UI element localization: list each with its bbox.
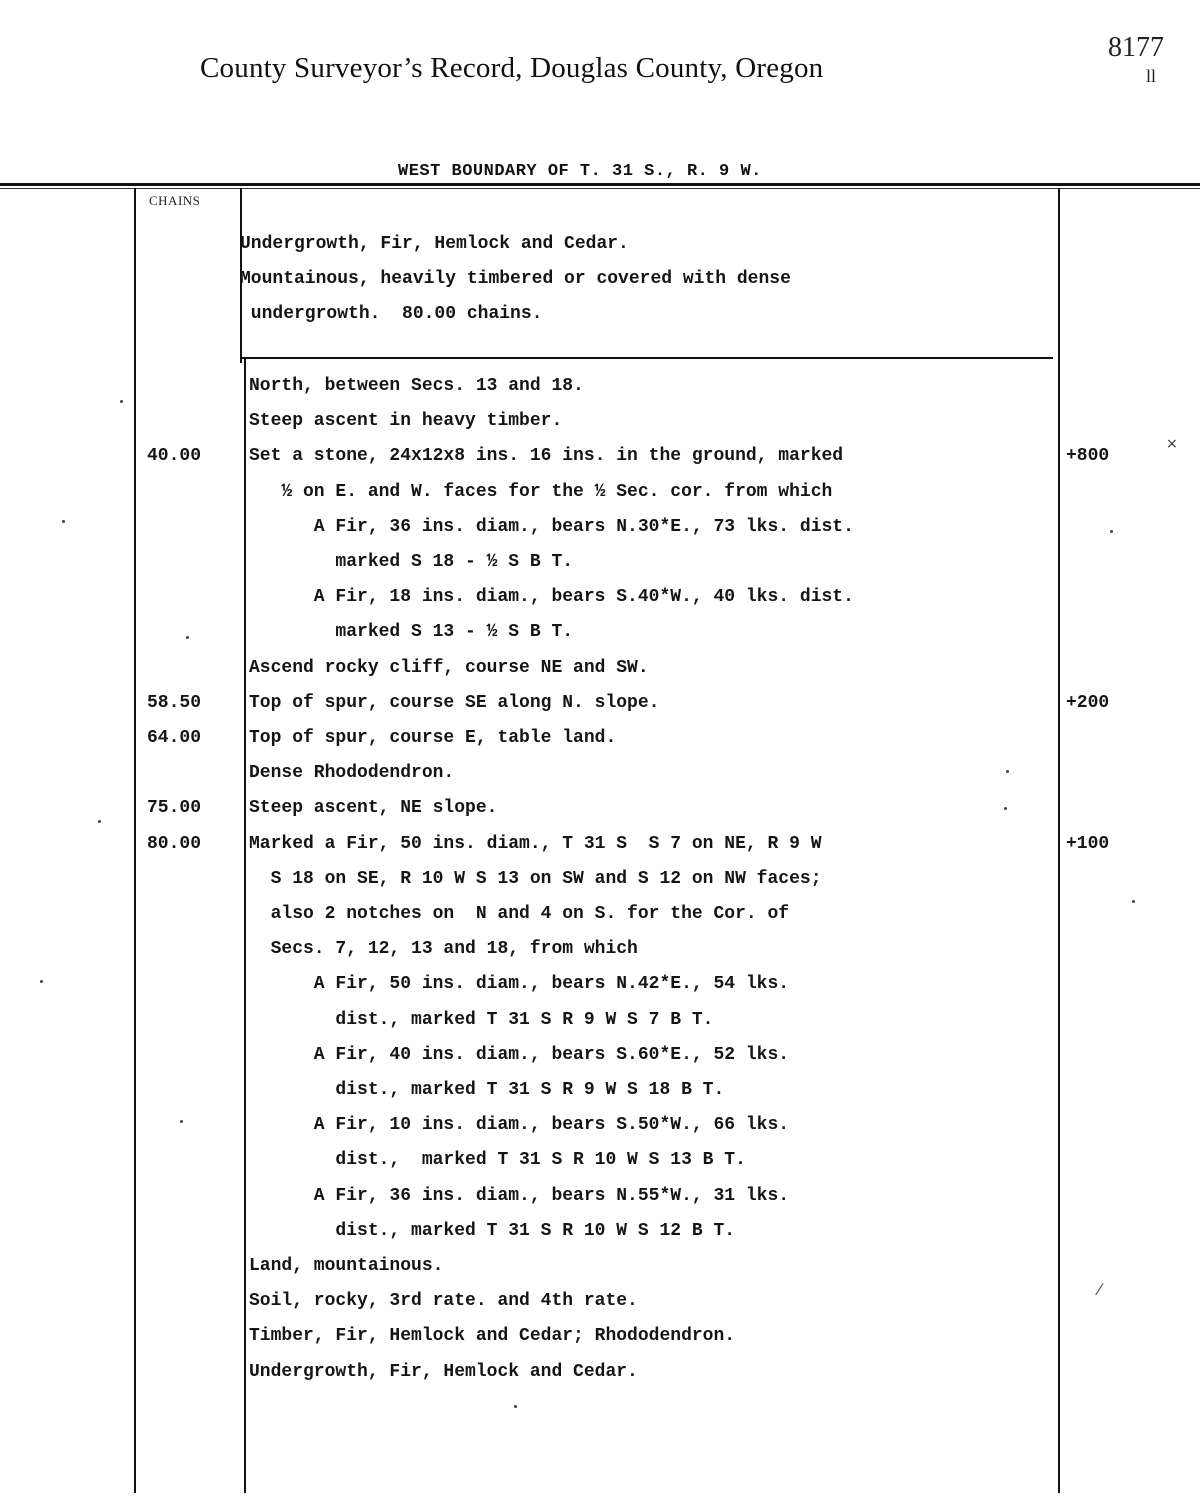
field-note-text: A Fir, 40 ins. diam., bears S.60*E., 52 lks. xyxy=(249,1045,790,1065)
chain-distance: 40.00 xyxy=(147,446,202,466)
margin-mark: ⁄ xyxy=(1098,1280,1101,1299)
record-header-title: County Surveyor’s Record, Douglas County, Oregon xyxy=(200,52,824,84)
field-note-text: Land, mountainous. xyxy=(249,1256,444,1276)
margin-mark: × xyxy=(1166,436,1178,452)
field-note-text: Ascend rocky cliff, course NE and SW. xyxy=(249,658,649,678)
elevation-value: +100 xyxy=(1066,834,1110,854)
speck xyxy=(186,636,189,639)
field-note-text: Timber, Fir, Hemlock and Cedar; Rhododendron. xyxy=(249,1326,736,1346)
field-note-text: Steep ascent, NE slope. xyxy=(249,798,498,818)
speck xyxy=(514,1405,517,1408)
summary-line: Mountainous, heavily timbered or covered with dense xyxy=(240,269,791,289)
field-note-text: dist., marked T 31 S R 9 W S 7 B T. xyxy=(249,1010,714,1030)
field-note-text: North, between Secs. 13 and 18. xyxy=(249,376,584,396)
field-note-text: Marked a Fir, 50 ins. diam., T 31 S S 7 on NE, R 9 W xyxy=(249,834,822,854)
speck xyxy=(40,980,43,983)
elevation-value: +200 xyxy=(1066,693,1110,713)
field-note-text: dist., marked T 31 S R 10 W S 13 B T. xyxy=(249,1150,746,1170)
page-subnumber: ll xyxy=(1146,66,1157,86)
section-divider xyxy=(240,357,1053,359)
field-note-text: A Fir, 36 ins. diam., bears N.30*E., 73 lks. dist. xyxy=(249,517,854,537)
chain-distance: 75.00 xyxy=(147,798,202,818)
field-note-text: Undergrowth, Fir, Hemlock and Cedar. xyxy=(249,1362,638,1382)
field-note-text: Top of spur, course SE along N. slope. xyxy=(249,693,660,713)
page-number: 8177 xyxy=(1108,32,1164,63)
field-note-text: A Fir, 18 ins. diam., bears S.40*W., 40 lks. dist. xyxy=(249,587,854,607)
field-note-text: A Fir, 50 ins. diam., bears N.42*E., 54 lks. xyxy=(249,974,790,994)
speck xyxy=(98,820,101,823)
speck xyxy=(120,400,123,403)
field-note-text: Soil, rocky, 3rd rate. and 4th rate. xyxy=(249,1291,638,1311)
field-note-text: Secs. 7, 12, 13 and 18, from which xyxy=(249,939,638,959)
boundary-title: WEST BOUNDARY OF T. 31 S., R. 9 W. xyxy=(398,162,762,181)
speck xyxy=(180,1120,183,1123)
field-note-text: also 2 notches on N and 4 on S. for the Cor. of xyxy=(249,904,790,924)
field-note-text: Steep ascent in heavy timber. xyxy=(249,411,563,431)
field-note-text: dist., marked T 31 S R 10 W S 12 B T. xyxy=(249,1221,736,1241)
speck xyxy=(1006,770,1009,773)
field-note-text: Dense Rhododendron. xyxy=(249,763,455,783)
field-note-text: A Fir, 10 ins. diam., bears S.50*W., 66 lks. xyxy=(249,1115,790,1135)
field-note-text: A Fir, 36 ins. diam., bears N.55*W., 31 lks. xyxy=(249,1186,790,1206)
field-note-text: dist., marked T 31 S R 9 W S 18 B T. xyxy=(249,1080,725,1100)
header-rule-thin xyxy=(0,188,1200,189)
field-note-text: marked S 13 - ½ S B T. xyxy=(249,622,574,642)
text-column-right-border xyxy=(1058,188,1060,1493)
chain-distance: 64.00 xyxy=(147,728,202,748)
chain-distance: 80.00 xyxy=(147,834,202,854)
field-note-text: Set a stone, 24x12x8 ins. 16 ins. in the ground, marked xyxy=(249,446,844,466)
chains-column-header: CHAINS xyxy=(149,193,201,208)
speck xyxy=(62,520,65,523)
chain-distance: 58.50 xyxy=(147,693,202,713)
field-note-text: marked S 18 - ½ S B T. xyxy=(249,552,574,572)
chains-column-left-border xyxy=(134,188,136,1493)
elevation-value: +800 xyxy=(1066,446,1110,466)
summary-line: undergrowth. 80.00 chains. xyxy=(240,304,543,324)
speck xyxy=(1110,530,1113,533)
speck xyxy=(1004,807,1007,810)
field-note-text: Top of spur, course E, table land. xyxy=(249,728,617,748)
header-rule-thick xyxy=(0,183,1200,186)
speck xyxy=(1132,900,1135,903)
field-note-text: S 18 on SE, R 10 W S 13 on SW and S 12 on NW faces; xyxy=(249,869,822,889)
chains-column-right-border-lower xyxy=(244,357,246,1493)
field-note-text: ½ on E. and W. faces for the ½ Sec. cor. from which xyxy=(249,482,833,502)
summary-line: Undergrowth, Fir, Hemlock and Cedar. xyxy=(240,234,629,254)
